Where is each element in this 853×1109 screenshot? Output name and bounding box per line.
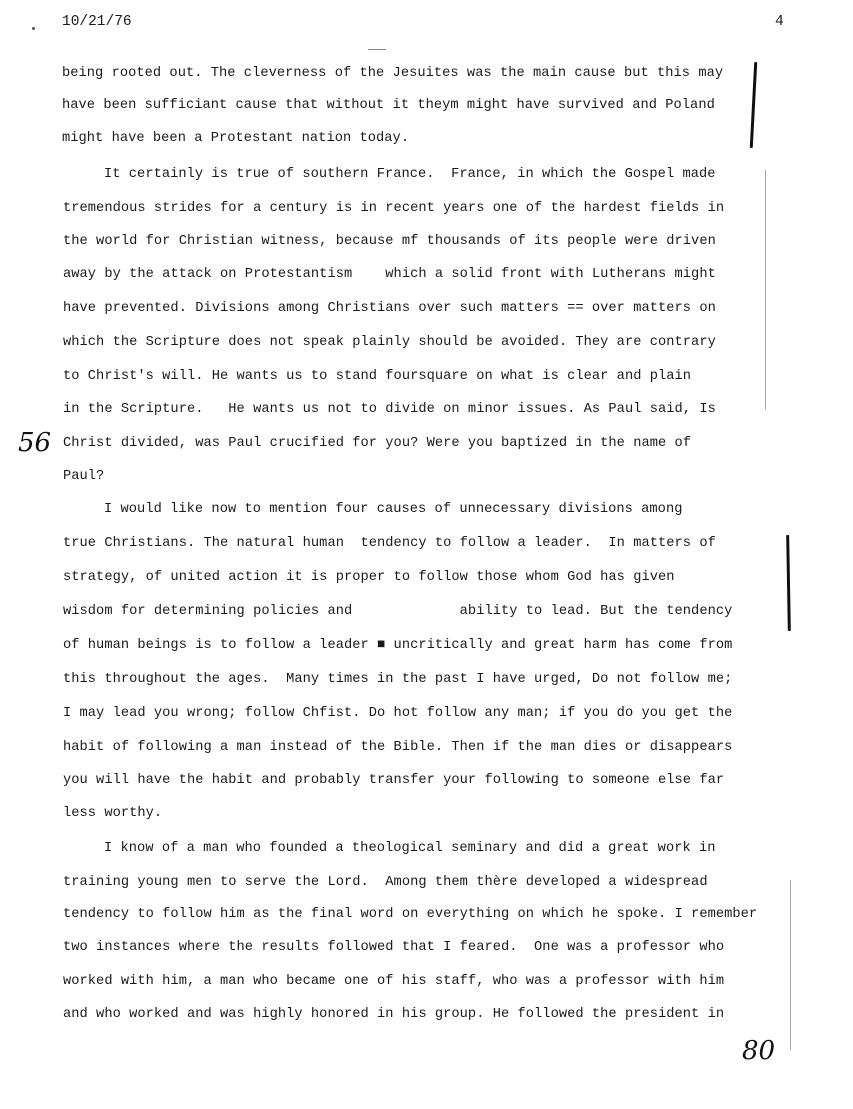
text-line: worked with him, a man who became one of his staff, who was a professor with him — [63, 974, 725, 989]
text-line: might have been a Protestant nation today. — [62, 131, 410, 146]
text-line: the world for Christian witness, because mf thousands of its people were driven — [63, 234, 716, 249]
text-line: to Christ's will. He wants us to stand foursquare on what is clear and plain — [63, 369, 692, 384]
text-line: being rooted out. The cleverness of the Jesuites was the main cause but this may — [62, 66, 724, 81]
text-line: I would like now to mention four causes of unnecessary divisions among — [104, 502, 683, 517]
margin-bracket-mark — [750, 62, 757, 148]
text-line: training young men to serve the Lord. Among them thère developed a widespread — [63, 875, 708, 890]
faint-margin-line — [765, 170, 766, 410]
text-line: have been sufficiant cause that without it theym might have survived and Poland — [62, 98, 715, 113]
text-line: and who worked and was highly honored in his group. He followed the president in — [63, 1007, 725, 1022]
faint-margin-line — [790, 880, 791, 1050]
text-line: I know of a man who founded a theological seminary and did a great work in — [104, 841, 716, 856]
text-line: Paul? — [63, 469, 105, 484]
document-date: 10/21/76 — [62, 14, 132, 30]
text-line: Christ divided, was Paul crucified for you? Were you baptized in the name of — [63, 436, 692, 451]
text-line: have prevented. Divisions among Christians over such matters == over matters on — [63, 301, 716, 316]
text-line: tendency to follow him as the final word on everything on which he spoke. I remember — [63, 907, 758, 922]
ink-speck — [32, 27, 35, 30]
text-line: tremendous strides for a century is in recent years one of the hardest fields in — [63, 201, 725, 216]
text-line: true Christians. The natural human tendency to follow a leader. In matters of — [63, 536, 716, 551]
text-line: strategy, of united action it is proper to follow those whom God has given — [63, 570, 675, 585]
text-line: habit of following a man instead of the Bible. Then if the man dies or disappears — [63, 740, 733, 755]
text-line: you will have the habit and probably transfer your following to someone else far — [63, 773, 725, 788]
margin-handwritten-number: 80 — [742, 1036, 776, 1066]
text-line: I may lead you wrong; follow Chfist. Do hot follow any man; if you do you get the — [63, 706, 733, 721]
text-line: less worthy. — [63, 806, 163, 821]
text-line: It certainly is true of southern France. France, in which the Gospel made — [104, 167, 716, 182]
text-line: away by the attack on Protestantism which a solid front with Lutherans might — [63, 267, 716, 282]
text-line: in the Scripture. He wants us not to divide on minor issues. As Paul said, Is — [63, 402, 716, 417]
text-line: wisdom for determining policies and ability to lead. But the tendency — [63, 604, 733, 619]
text-line: two instances where the results followed that I feared. One was a professor who — [63, 940, 725, 955]
page-number: 4 — [775, 14, 784, 30]
text-line: which the Scripture does not speak plainly should be avoided. They are contrary — [63, 335, 716, 350]
margin-handwritten-number: 56 — [18, 428, 52, 458]
margin-bracket-mark — [786, 535, 791, 631]
text-line: this throughout the ages. Many times in the past I have urged, Do not follow me; — [63, 672, 733, 687]
scan-mark — [368, 49, 386, 50]
text-line: of human beings is to follow a leader ■ uncritically and great harm has come from — [63, 638, 733, 653]
